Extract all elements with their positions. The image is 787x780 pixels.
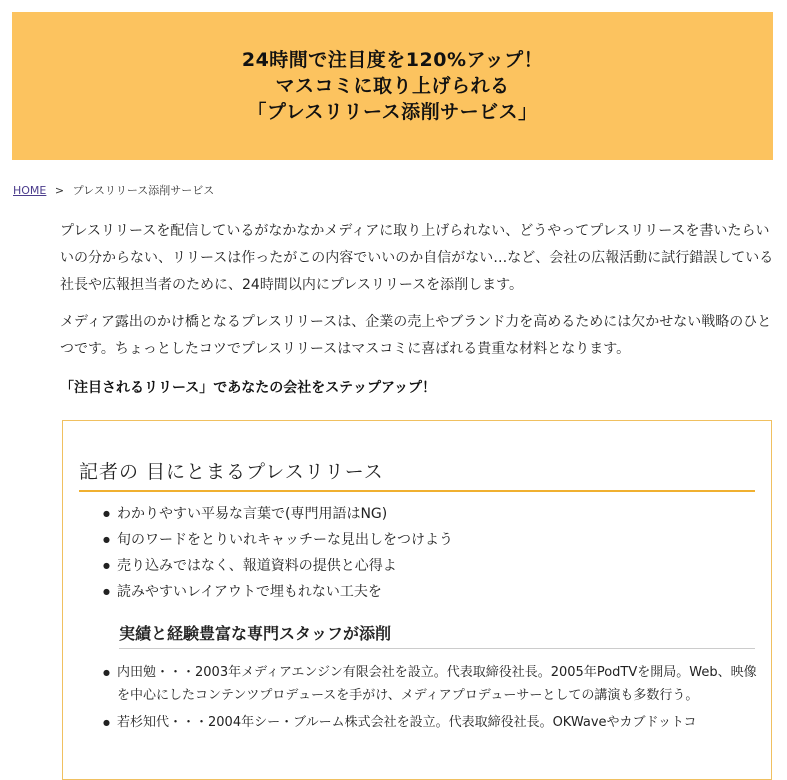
banner-title-line-3: 「プレスリリース添削サービス」 — [247, 101, 538, 123]
banner-title-line-1: 24時間で注目度を120%アップ！ — [241, 49, 544, 71]
feature-box-heading: 記者の 目にとまるプレスリリース — [79, 457, 755, 492]
breadcrumb-current: プレスリリース添削サービス — [72, 184, 215, 197]
list-item: ● 売り込みではなく、報道資料の提供と心得よ — [103, 553, 453, 579]
intro-section — [60, 218, 776, 397]
staff-item: ● 若杉知代・・・2004年シー・ブルーム株式会社を設立。代表取締役社長。OKWaveやカブドットコ — [103, 711, 763, 734]
breadcrumb-separator: > — [54, 184, 65, 197]
intro-paragraph-1: プレスリリースを配信しているがなかなかメディアに取り上げられない、どうやってプレスリリースを書いたらいいの分からない、リリースは作ったがこの内容でいいのか自信がない…など、会社の広報活動に試行錯誤している社長や広報担当者のために、24時間以内にプレスリリースを添削します。 — [60, 223, 774, 293]
staff-list — [103, 661, 763, 738]
page-banner — [12, 12, 773, 160]
intro-lead: 「注目されるリリース」であなたの会社をステップアップ！ — [60, 380, 437, 396]
list-item: ● 旬のワードをとりいれキャッチーな見出しをつけよう — [103, 527, 453, 553]
staff-item: ● 内田勉・・・2003年メディアエンジン有限会社を設立。代表取締役社長。2005年PodTVを開局。Web、映像を中心にしたコンテンツプロデュースを手がけ、メディアプロデューサーとしての講演も多数行う。 — [103, 661, 763, 707]
intro-paragraph-2: メディア露出のかけ橋となるプレスリリースは、企業の売上やブランド力を高めるためには欠かせない戦略のひとつです。ちょっとしたコツでプレスリリースはマスコミに喜ばれる貴重な材料となります。 — [60, 314, 772, 357]
feature-box — [62, 420, 772, 780]
staff-sub-heading: 実績と経験豊富な専門スタッフが添削 — [119, 621, 755, 649]
list-item: ● わかりやすい平易な言葉で(専門用語はNG) — [103, 501, 453, 527]
list-item: ● 読みやすいレイアウトで埋もれない工夫を — [103, 579, 453, 605]
banner-title-line-2: マスコミに取り上げられる — [275, 75, 510, 97]
breadcrumb-home-link[interactable]: HOME — [13, 184, 47, 197]
feature-points-list — [103, 501, 453, 605]
breadcrumb — [13, 182, 214, 198]
